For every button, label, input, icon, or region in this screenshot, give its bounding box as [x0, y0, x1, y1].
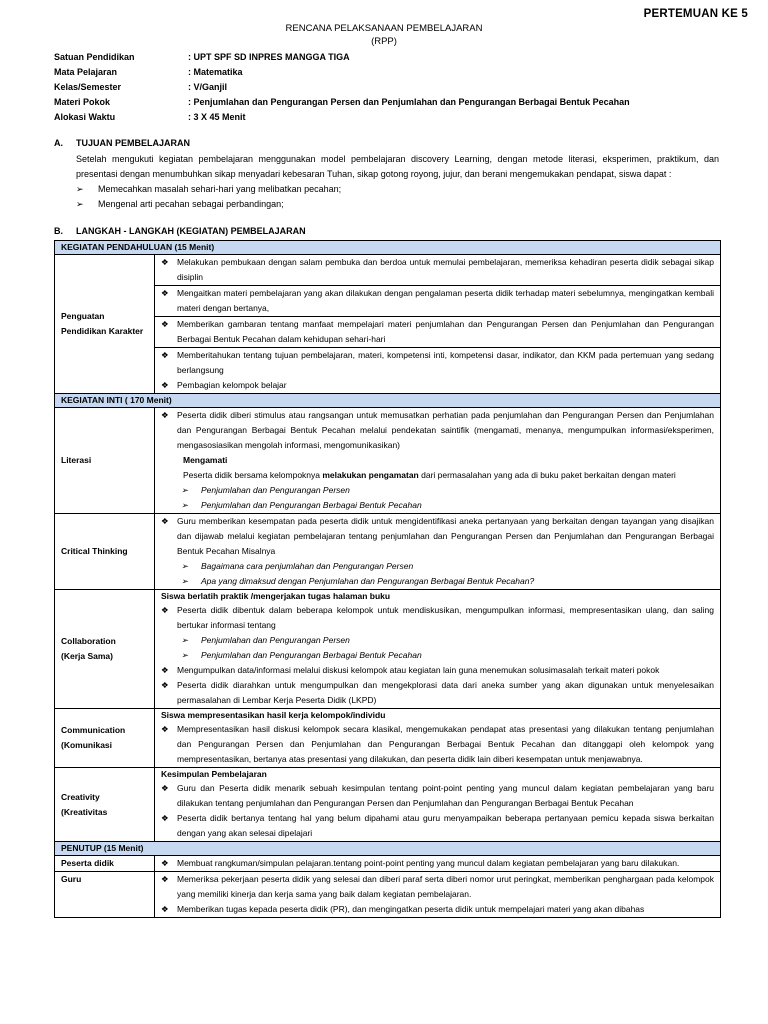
identity-value: : V/Ganjil — [188, 82, 228, 92]
identity-row — [54, 110, 744, 125]
identity-row — [54, 65, 744, 80]
list-item — [155, 678, 720, 708]
collaboration-label-line: (Kerja Sama) — [61, 651, 113, 661]
title-line-1: RENCANA PELAKSANAAN PEMBELAJARAN — [285, 23, 483, 34]
tujuan-item — [76, 197, 719, 212]
communication-label — [55, 709, 155, 768]
section-number: B. — [54, 226, 63, 236]
mengamati-text-bold: melakukan pengamatan — [322, 470, 419, 480]
creativity-heading: Kesimpulan Pembelajaran — [161, 769, 267, 779]
collaboration-label-line: Collaboration — [61, 636, 116, 646]
communication-label-line: (Komunikasi — [61, 740, 113, 750]
pendahuluan-header: KEGIATAN PENDAHULUAN (15 Menit) — [55, 241, 721, 255]
collaboration-cell — [155, 590, 721, 709]
mengamati-text-end: dari permasalahan yang ada di buku paket berkaitan dengan materi — [418, 470, 676, 480]
sub-item — [155, 498, 720, 513]
diamond-bullet-icon: ❖ — [161, 783, 169, 793]
tujuan-block — [76, 152, 719, 212]
diamond-bullet-icon: ❖ — [161, 874, 169, 884]
section-number: A. — [54, 138, 63, 148]
inti-header: KEGIATAN INTI ( 170 Menit) — [55, 394, 721, 408]
table-row — [55, 394, 721, 408]
critical-thinking-cell — [155, 514, 721, 590]
arrow-bullet-icon: ➢ — [181, 500, 189, 510]
activity-table — [54, 240, 721, 918]
literasi-label: Literasi — [55, 408, 155, 514]
list-item — [155, 514, 720, 559]
arrow-bullet-icon: ➢ — [181, 650, 189, 660]
section-a-heading — [54, 138, 190, 148]
penguatan-cell — [155, 255, 721, 394]
sub-item-text: Penjumlahan dan Pengurangan Berbagai Bentuk Pecahan — [201, 500, 422, 510]
arrow-bullet-icon: ➢ — [181, 561, 189, 571]
list-item — [155, 872, 720, 902]
sub-item — [155, 633, 720, 648]
list-item-text: Peserta didik bertanya tentang hal yang belum dipahami atau guru menyampaikan beberapa pertanyaan pemicu kepada siswa berkaitan dengan yang akan selesai dipelajari — [177, 813, 715, 838]
guru-label: Guru — [55, 872, 155, 918]
peserta-didik-cell — [155, 856, 721, 872]
list-item — [155, 781, 720, 811]
creativity-label-line: (Kreativitas — [61, 806, 108, 817]
diamond-bullet-icon: ❖ — [161, 319, 169, 329]
identity-key: Mata Pelajaran — [54, 67, 118, 77]
diamond-bullet-icon: ❖ — [161, 813, 169, 823]
list-item-text: Peserta didik diarahkan untuk mengumpulkan dan mengekplorasi data dari aneka sumber yang akan digunakan untuk menyelesaikan permasalahan di Lembar Kerja Peserta Didik (LKPD) — [177, 680, 715, 705]
identity-block — [54, 50, 744, 125]
list-item-text: Membuat rangkuman/simpulan pelajaran.tentang point-point penting yang muncul dalam kegiatan pembelajaran yang baru dilakukan. — [177, 858, 680, 868]
table-row — [55, 514, 721, 590]
sub-item-text: Penjumlahan dan Pengurangan Berbagai Bentuk Pecahan — [201, 650, 422, 660]
mengamati-text-start: Peserta didik bersama kelompoknya — [183, 470, 323, 480]
diamond-bullet-icon: ❖ — [161, 605, 169, 615]
list-item-text: Pembagian kelompok belajar — [177, 380, 287, 390]
diamond-bullet-icon: ❖ — [161, 858, 169, 868]
table-row — [55, 408, 721, 514]
arrow-bullet-icon: ➢ — [181, 485, 189, 495]
identity-key: Alokasi Waktu — [54, 112, 116, 122]
arrow-bullet-icon: ➢ — [76, 184, 84, 194]
section-b-heading — [54, 226, 306, 236]
table-row — [55, 856, 721, 872]
diamond-bullet-icon: ❖ — [161, 724, 169, 734]
table-row — [55, 709, 721, 768]
identity-row — [54, 50, 744, 65]
title-line-2: (RPP) — [371, 36, 397, 47]
collaboration-heading: Siswa berlatih praktik /mengerjakan tugas halaman buku — [161, 591, 391, 601]
arrow-bullet-icon: ➢ — [76, 199, 84, 209]
list-item — [155, 902, 720, 917]
list-item-text: Peserta didik diberi stimulus atau rangsangan untuk memusatkan perhatian pada penjumlahan dan Pengurangan Persen dan Penjumlahan dan Pengurangan Berbagai Bentuk Pecahan melalui pendekatan saintifik (mengamati, menanya, mengumpulkan informasi/eksperimen, mengasosiasikan mengolah informasi, mengomunikasikan) — [177, 410, 715, 450]
list-item — [155, 856, 720, 871]
list-item-text: Memeriksa pekerjaan peserta didik yang selesai dan diberi paraf serta diberi nomor urut peringkat, memberikan penghargaan pada kelompok yang memiliki kinerja dan kerja sama yang baik dalam kegiatan pembelajaran. — [177, 874, 715, 899]
arrow-bullet-icon: ➢ — [181, 635, 189, 645]
list-item-text: Melakukan pembukaan dengan salam pembuka dan berdoa untuk memulai pembelajaran, memeriksa kehadiran peserta didik sebagai sikap disiplin — [177, 257, 715, 282]
tujuan-item-text: Memecahkan masalah sehari-hari yang melibatkan pecahan; — [98, 184, 342, 194]
list-item-text: Mempresentasikan hasil diskusi kelompok secara klasikal, mengemukakan pendapat atas presentasi yang dilakukan tentang penjumlahan dan Pengurangan Persen dan Penjumlahan dan Pengurangan Berbagai Bentuk Pecahan dan ditanggapi oleh kelompok yang mempresentasikan, bertanya atas presentasi yang dilakukan, dan peserta didik lain diberi kesempatan untuk menjawabnya. — [177, 724, 715, 764]
identity-value: : Matematika — [188, 67, 243, 77]
identity-key: Satuan Pendidikan — [54, 52, 135, 62]
penutup-header: PENUTUP (15 Menit) — [55, 842, 721, 856]
peserta-didik-label: Peserta didik — [55, 856, 155, 872]
guru-cell — [155, 872, 721, 918]
identity-row — [54, 80, 744, 95]
tujuan-text: Setelah mengukuti kegiatan pembelajaran menggunakan model pembelajaran discovery Learning, dengan metode literasi, eksperimen, praktikum, dan presentasi dengan menumbuhkan sikap menyadari kebesaran Tuhan, sikap gotong royong, jujur, dan berani mengemukakan pendapat, siswa dapat : — [76, 154, 719, 179]
penguatan-label: Penguatan Pendidikan Karakter — [55, 255, 155, 394]
list-item-text: Memberikan tugas kepada peserta didik (PR), dan mengingatkan peserta didik untuk mempelajari materi yang akan dibahas — [177, 904, 645, 914]
sub-item-text: Apa yang dimaksud dengan Penjumlahan dan Pengurangan Berbagai Bentuk Pecahan? — [201, 576, 535, 586]
diamond-bullet-icon: ❖ — [161, 665, 169, 675]
list-item-text: Mengumpulkan data/informasi melalui diskusi kelompok atau kegiatan lain guna menemukan solusimasalah terkait materi pokok — [177, 665, 660, 675]
table-row — [55, 872, 721, 918]
list-item-text: Memberitahukan tentang tujuan pembelajaran, materi, kompetensi inti, kompetensi dasar, indikator, dan KKM pada pertemuan yang sedang berlangsung — [177, 350, 715, 375]
creativity-label-line: Creativity — [61, 791, 100, 802]
literasi-cell — [155, 408, 721, 514]
diamond-bullet-icon: ❖ — [161, 350, 169, 360]
list-item — [155, 811, 720, 841]
tujuan-item — [76, 182, 719, 197]
sub-item-text: Bagaimana cara penjumlahan dan Pengurangan Persen — [201, 561, 414, 571]
list-item — [155, 722, 720, 767]
table-row — [55, 842, 721, 856]
sub-item — [155, 648, 720, 663]
identity-key: Materi Pokok — [54, 97, 111, 107]
diamond-bullet-icon: ❖ — [161, 257, 169, 267]
identity-value: : Penjumlahan dan Pengurangan Persen dan Penjumlahan dan Pengurangan Berbagai Bentuk Pecahan — [188, 97, 630, 107]
section-title: LANGKAH - LANGKAH (KEGIATAN) PEMBELAJARAN — [76, 226, 306, 236]
identity-key: Kelas/Semester — [54, 82, 122, 92]
list-item-text: Mengaitkan materi pembelajaran yang akan dilakukan dengan pengalaman peserta didik terhadap materi sebelumnya, mengingatkan kembali materi dengan bertanya, — [177, 288, 715, 313]
table-row — [55, 241, 721, 255]
section-title: TUJUAN PEMBELAJARAN — [76, 138, 191, 148]
diamond-bullet-icon: ❖ — [161, 410, 169, 420]
document-title — [0, 22, 768, 48]
list-item — [155, 285, 720, 316]
list-item-text: Guru dan Peserta didik menarik sebuah kesimpulan tentang point-point penting yang muncul dalam kegiatan pembelajaran yang baru dilakukan tentang penjumlahan dan Pengurangan Persen dan Penjumlahan dan Pengurangan Berbagai Bentuk Pecahan — [177, 783, 715, 808]
diamond-bullet-icon: ❖ — [161, 516, 169, 526]
arrow-bullet-icon: ➢ — [181, 576, 189, 586]
sub-item — [155, 483, 720, 498]
creativity-label — [55, 768, 155, 842]
diamond-bullet-icon: ❖ — [161, 904, 169, 914]
communication-label-line: Communication — [61, 725, 126, 735]
communication-heading: Siswa mempresentasikan hasil kerja kelompok/individu — [161, 710, 386, 720]
sub-item — [155, 559, 720, 574]
mengamati-heading: Mengamati — [183, 455, 228, 465]
collaboration-label — [55, 590, 155, 709]
mengamati-text — [155, 468, 720, 483]
list-item-text: Peserta didik dibentuk dalam beberapa kelompok untuk mendiskusikan, mengumpulkan informasi, mempresentasikan ulang, dan saling bertukar informasi tentang — [177, 605, 715, 630]
list-item — [155, 603, 720, 633]
sub-item — [155, 574, 720, 589]
identity-value: : 3 X 45 Menit — [188, 112, 246, 122]
list-item — [155, 408, 720, 453]
communication-cell — [155, 709, 721, 768]
list-item — [155, 663, 720, 678]
table-row — [55, 590, 721, 709]
tujuan-item-text: Mengenal arti pecahan sebagai perbandingan; — [98, 199, 284, 209]
list-item-text: Memberikan gambaran tentang manfaat mempelajari materi penjumlahan dan Pengurangan Persen dan Penjumlahan dan Pengurangan Berbagai Bentuk Pecahan dalam kehidupan sehari-hari — [177, 319, 715, 344]
diamond-bullet-icon: ❖ — [161, 288, 169, 298]
list-item — [155, 378, 720, 393]
sub-item-text: Penjumlahan dan Pengurangan Persen — [201, 485, 350, 495]
list-item — [155, 347, 720, 378]
list-item — [155, 255, 720, 285]
sub-item-text: Penjumlahan dan Pengurangan Persen — [201, 635, 350, 645]
table-row — [55, 768, 721, 842]
list-item-text: Guru memberikan kesempatan pada peserta didik untuk mengidentifikasi aneka pertanyaan yang berkaitan dengan tayangan yang disajikan dan dijawab melalui kegiatan pembelajaran tentang penjumlahan dan Pengurangan Persen dan Penjumlahan dan Pengurangan Berbagai Bentuk Pecahan Misalnya — [177, 516, 715, 556]
table-row — [55, 255, 721, 394]
creativity-cell — [155, 768, 721, 842]
list-item — [155, 316, 720, 347]
critical-thinking-label: Critical Thinking — [55, 514, 155, 590]
diamond-bullet-icon: ❖ — [161, 680, 169, 690]
identity-value: : UPT SPF SD INPRES MANGGA TIGA — [188, 52, 350, 62]
diamond-bullet-icon: ❖ — [161, 380, 169, 390]
identity-row — [54, 95, 744, 110]
meeting-number: PERTEMUAN KE 5 — [643, 8, 748, 20]
